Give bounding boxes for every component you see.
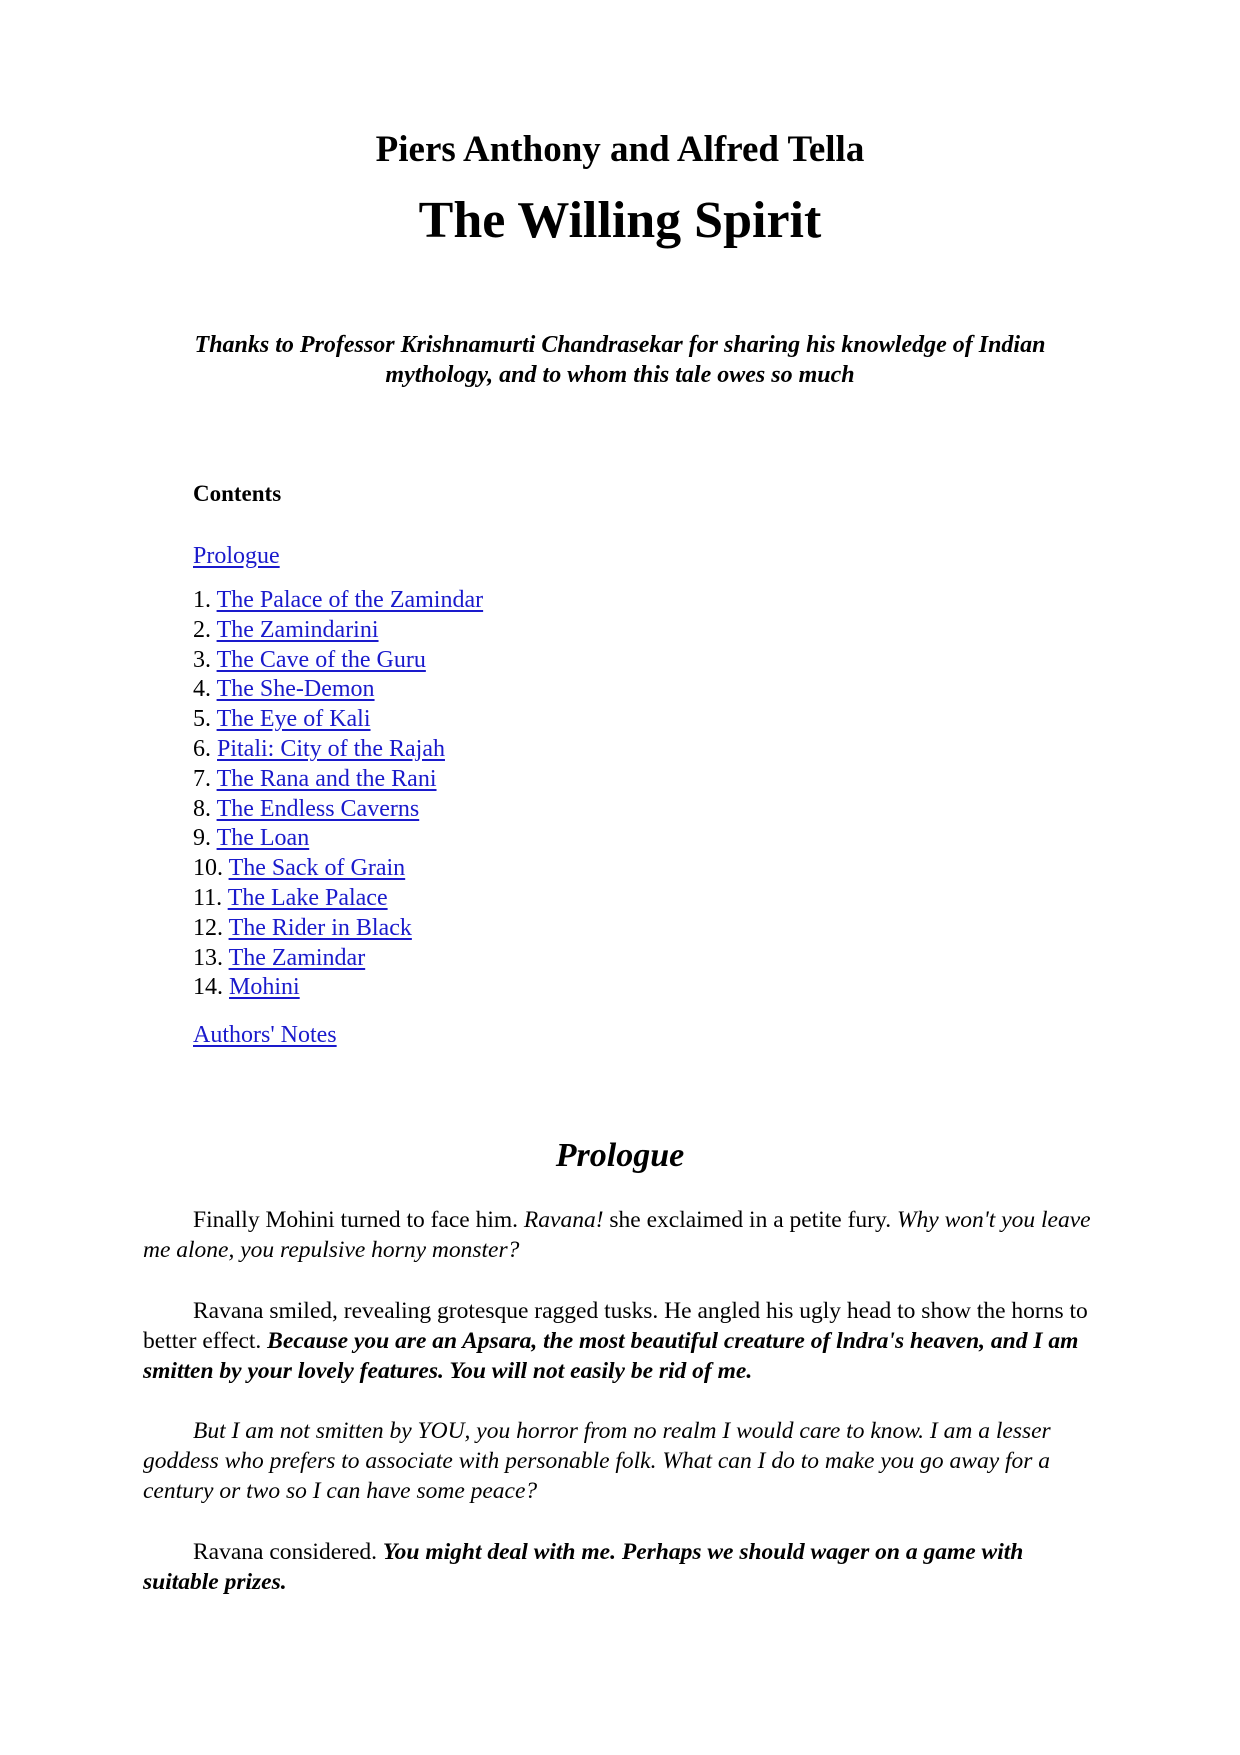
prologue-paragraph-1 [143, 1205, 1103, 1265]
toc-chapter-link[interactable]: The Palace of the Zamindar [216, 587, 484, 613]
toc-number: 11. [193, 884, 223, 911]
toc-chapter-link[interactable]: The Loan [216, 825, 310, 852]
toc-chapter-link[interactable]: Pitali: City of the Rajah [217, 735, 445, 762]
toc-chapter-link[interactable]: The Endless Caverns [216, 795, 420, 822]
toc-number: 14. [193, 974, 223, 1001]
toc-number: 9. [193, 825, 211, 852]
toc-number: 4. [193, 676, 211, 703]
toc-item [193, 735, 483, 765]
toc-item [193, 884, 483, 914]
toc-item [193, 944, 483, 974]
narration: Finally Mohini turned to face him. [193, 1207, 519, 1233]
contents-heading: Contents [193, 481, 282, 506]
toc-number: 7. [193, 765, 211, 792]
toc-number: 5. [193, 706, 211, 733]
toc-number: 3. [193, 646, 211, 673]
toc-chapter-link[interactable]: The Rana and the Rani [216, 765, 437, 792]
toc-number: 2. [193, 616, 211, 643]
toc-item [193, 824, 483, 854]
toc-item [193, 795, 483, 825]
toc-chapter-link[interactable]: The Rider in Black [228, 914, 412, 941]
prologue-heading: Prologue [555, 1137, 685, 1174]
book-title: The Willing Spirit [418, 192, 822, 249]
book-authors: Piers Anthony and Alfred Tella [375, 129, 865, 170]
toc-number: 13. [193, 944, 223, 971]
toc-number: 12. [193, 914, 223, 941]
toc-number: 8. [193, 795, 211, 822]
toc-chapter-link[interactable]: The Eye of Kali [216, 706, 371, 733]
toc-number: 1. [193, 587, 211, 613]
toc-item [193, 586, 483, 616]
toc-item [193, 854, 483, 884]
toc-chapter-link[interactable]: The Sack of Grain [228, 855, 406, 882]
toc-notes [193, 1020, 337, 1050]
toc-chapter-link[interactable]: Mohini [229, 974, 300, 1001]
narration: Ravana considered. [193, 1539, 378, 1565]
toc-item [193, 675, 483, 705]
speech-mohini: Ravana! [523, 1207, 604, 1233]
toc-item [193, 765, 483, 795]
toc-link-prologue[interactable]: Prologue [193, 543, 280, 569]
speech-ravana: Because you are an Apsara, the most beautiful creature of lndra's heaven, and I am smitten by your lovely features. You will not easily be rid of me. [143, 1328, 1079, 1384]
toc-prologue [193, 541, 280, 571]
narration: Ravana smiled, revealing grotesque ragged tusks. He angled his ugly head to show the horns to better effect. [143, 1298, 1088, 1354]
toc-number: 10. [193, 855, 223, 882]
toc-number: 6. [193, 735, 211, 762]
narration: she exclaimed in a petite fury. [609, 1207, 892, 1233]
toc-link-authors-notes[interactable]: Authors' Notes [193, 1022, 337, 1048]
prologue-paragraph-2 [143, 1296, 1103, 1386]
speech-mohini: Why won't you leave me alone, you repulsive horny monster? [143, 1207, 1091, 1263]
toc-item [193, 646, 483, 676]
toc-item [193, 616, 483, 646]
toc-item [193, 914, 483, 944]
toc-chapter-link[interactable]: The Cave of the Guru [216, 646, 426, 673]
toc-chapter-link[interactable]: The Zamindar [228, 944, 366, 971]
speech-ravana: You might deal with me. Perhaps we should wager on a game with suitable prizes. [143, 1539, 1024, 1595]
speech-mohini: But I am not smitten by YOU, you horror from no realm I would care to know. I am a lesser goddess who prefers to associate with personable folk. What can I do to make you go away for a century or two so I can have some peace? [143, 1418, 1051, 1504]
toc-chapter-link[interactable]: The She-Demon [216, 676, 375, 703]
table-of-contents [193, 586, 483, 1003]
toc-item [193, 705, 483, 735]
toc-chapter-link[interactable]: The Lake Palace [227, 884, 388, 911]
dedication: Thanks to Professor Krishnamurti Chandrasekar for sharing his knowledge of Indian mythology, and to whom this tale owes so much [194, 332, 1046, 388]
toc-chapter-link[interactable]: The Zamindarini [216, 616, 379, 643]
prologue-paragraph-3 [143, 1416, 1103, 1506]
prologue-paragraph-4 [143, 1537, 1103, 1597]
toc-item [193, 973, 483, 1003]
